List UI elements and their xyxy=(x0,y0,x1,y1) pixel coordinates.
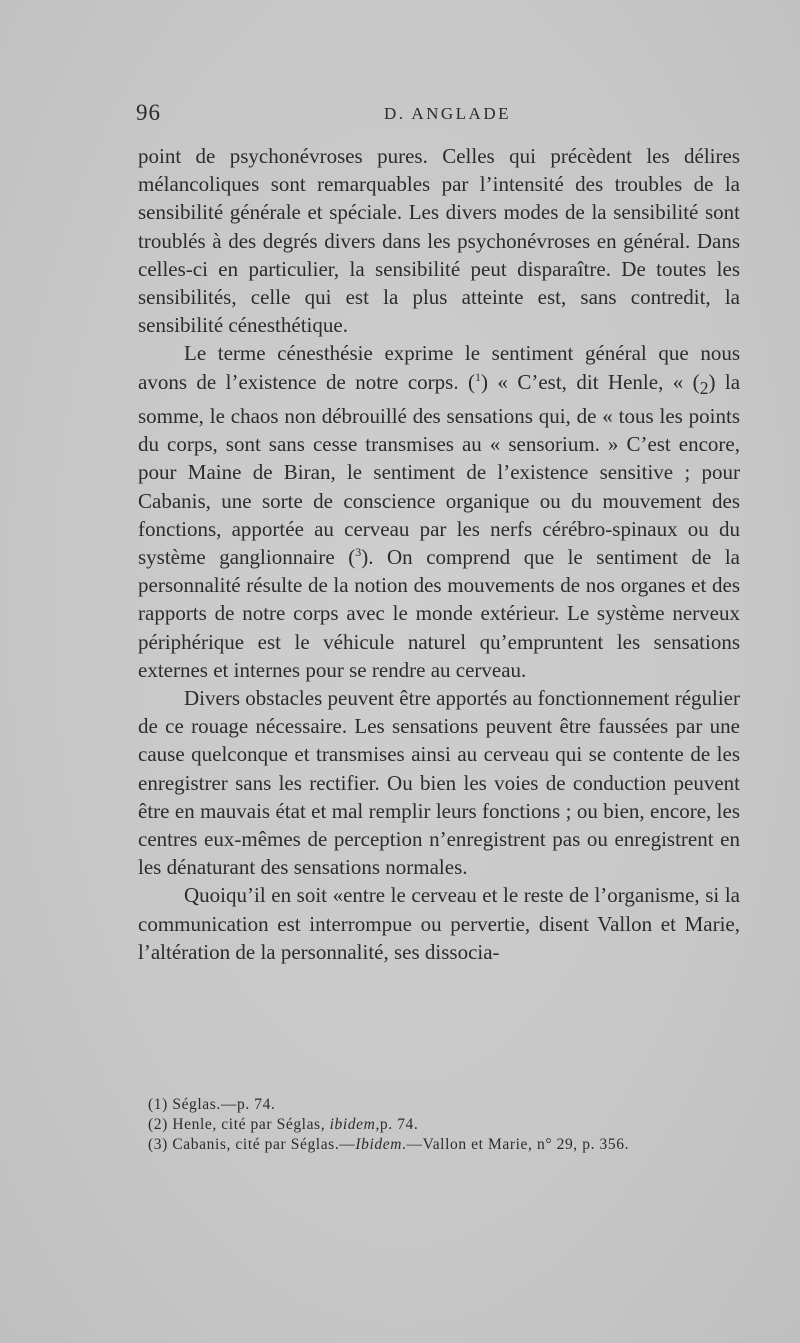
paragraph-2-part-1: Le terme cénesthésie exprime le sentiment général que nous avons de l’existence de notre corps. ( xyxy=(138,341,740,394)
footnotes xyxy=(148,1095,740,1155)
paragraph-2-part-3: ) la somme, le chaos non débrouillé des sensations qui, de « tous les points du corps, sont sans cesse transmises au « sensorium. » C’est encore, pour Maine de Biran, le sentiment de l’existence sensitive ; pour Cabanis, une sorte de conscience organique ou du mouvement des fonctions, apportée au cerveau par les nerfs cérébro-spinaux ou du système ganglionnaire ( xyxy=(138,369,741,570)
footnote-2 xyxy=(148,1115,740,1135)
paragraph-1: point de psychonévroses pures. Celles qui précèdent les délires mélancoliques sont remarquables par l’intensité des troubles de la sensibilité générale et spéciale. Les divers modes de la sensibilité sont troublés à des degrés divers dans les psychonévroses en général. Dans celles-ci en particulier, la sensibilité peut disparaître. De toutes les sensibilités, celle qui est la plus atteinte est, sans contredit, la sensibilité cénesthétique. xyxy=(138,144,740,338)
page-number: 96 xyxy=(136,100,161,125)
paragraph-2-part-2: ) « C’est, dit Henle, « ( xyxy=(481,369,700,394)
body-text xyxy=(138,142,740,966)
footnote-ref-1: 1 xyxy=(475,369,482,384)
footnote-2-before: (2) Henle, cité par Séglas, xyxy=(148,1116,330,1133)
paragraph-2 xyxy=(138,339,740,684)
footnote-2-after: ,p. 74. xyxy=(375,1116,419,1133)
paragraph-4: Quoiqu’il en soit «entre le cerveau et le reste de l’organisme, si la communication est interrompue ou pervertie, disent Vallon et Marie, l’altération de la personnalité, ses dissocia- xyxy=(138,883,740,964)
footnote-ref-2: 2 xyxy=(699,377,709,398)
paragraph-2-part-4: ). On comprend que le sentiment de la personnalité résulte de la notion des mouvements de nos organes et des rapports de notre corps avec le monde extérieur. Le système nerveux périphérique est le véhicule naturel qu’empruntent les sensations externes et internes pour se rendre au cerveau. xyxy=(138,545,741,682)
footnote-2-italic: ibidem xyxy=(329,1116,376,1133)
footnote-ref-3: 3 xyxy=(355,545,362,560)
footnote-3-italic: Ibidem xyxy=(355,1136,403,1153)
running-head: D. ANGLADE xyxy=(384,104,511,123)
footnote-1: (1) Séglas.—p. 74. xyxy=(148,1096,276,1113)
footnote-3 xyxy=(148,1135,740,1155)
footnote-3-after: .—Vallon et Marie, n° 29, p. 356. xyxy=(402,1136,630,1153)
page-header xyxy=(136,100,740,130)
footnote-3-before: (3) Cabanis, cité par Séglas.— xyxy=(148,1136,356,1153)
paragraph-3: Divers obstacles peuvent être apportés au fonctionnement régulier de ce rouage nécessaire. Les sensations peuvent être faussées par une cause quelconque et transmises ainsi au cerveau qui se contente de les enregistrer sans les rectifier. Ou bien les voies de conduction peuvent être en mauvais état et mal remplir leurs fonctions ; ou bien, encore, les centres eux-mêmes de perception n’enregistrent pas ou enregistrent en les dénaturant des sensations normales. xyxy=(138,686,740,880)
